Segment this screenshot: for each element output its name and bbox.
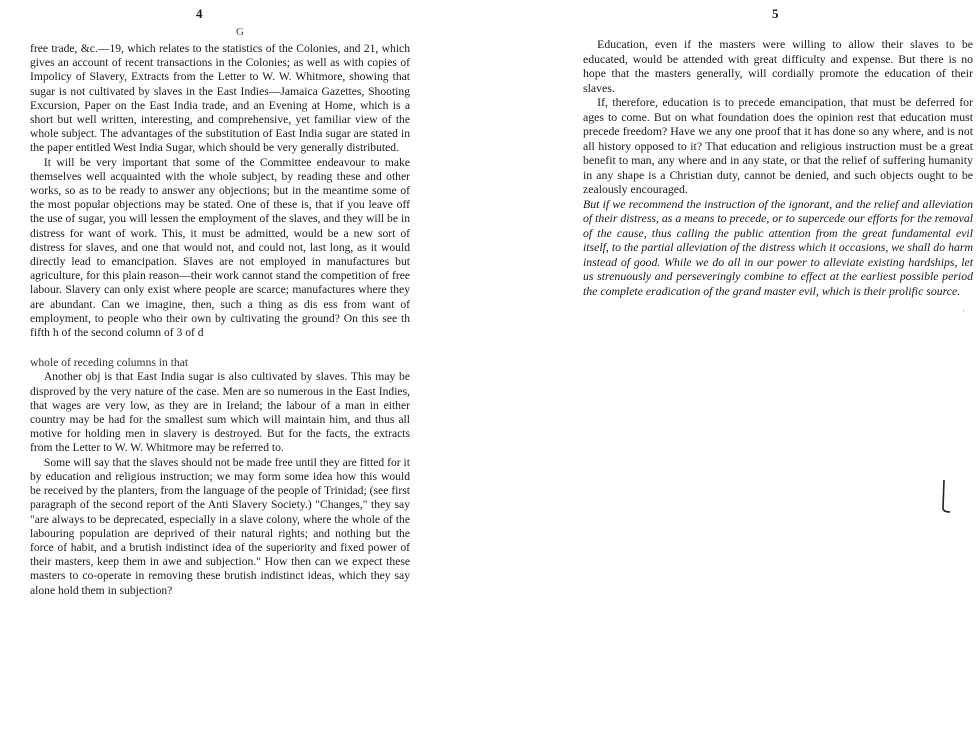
left-fragment-line: whole of receding columns in that [30,356,189,370]
right-paragraph-2: If, therefore, education is to precede emancipation, that must be deferred for ages to come. But on what foundation does the opinion rest that education must precede freedom? Have we any one proof that it has done so any where, and is not all history opposed to it? That education and religious instruction must be a great benefit to man, any where and in any state, or that the relief of suffering humanity in any shape is a Christian duty, cannot be denied, and such objects ought to be zealously encouraged. [583,95,973,196]
left-paragraph-1: free trade, &c.—19, which relates to the statistics of the Colonies, and 21, which gives an account of recent transactions in the Colonies; as well as with copies of Impolicy of Slavery, Extracts from the Letter to W. W. Whitmore, showing that sugar is not cultivated by slaves in the East Indies—Jamaica Gazettes, Shooting Excursion, Paper on the East India trade, and an Evening at Home, which is a short but well written, interesting, and comprehensive, yet familiar view of the whole subject. The advantages of the substitution of East India sugar are stated in the paper entitled West India Sugar, which should be very generally distributed. [30,42,410,155]
margin-smudge: · [962,306,965,316]
left-paragraph-4: Some will say that the slaves should not be made free until they are fitted for it by education and religious instruction; we may form some idea how this would be received by the planters, from the language of the people of Trinidad; (see first paragraph of the second report of the Anti Slavery Society.) "Changes," they say "are always to be deprecated, especially in a slave colony, where the whole of the labouring population are deprived of their natural rights; and nothing but the force of habit, and a brutish indistinct idea of the superiority and fixed power of their masters, keep them in awe and subjection." How then can we expect these masters to co-operate in removing these brutish indistinct ideas, which they say alone hold them in subjection? [30,455,410,597]
right-page-text [583,37,973,298]
page-number-right: 5 [772,6,779,21]
page-number-left: 4 [196,6,203,21]
left-page-text [30,42,410,598]
left-paragraph-2: It will be very important that some of the Committee endeavour to make themselves well acquainted with the whole subject, by reading these and other works, so as to be ready to answer any objections; but in the meantime some of the most popular objections may be stated. One of these is, that if you leave off the use of sugar, you will lessen the employment of the slaves, and they will be in distress for want of work. This, it must be admitted, would be a new sort of distress for slaves, and one that would not, and could not, last long, as it would directly lead to emancipation. Slaves are not employed in manufactures but agriculture, for this plain reason—their work cannot stand the competition of free labour. Slavery can only exist where people are scarce; manufactures where they are abundant. Can we imagine, then, such a thing as dis ess from want of employment, to people who their own by cultivating the ground? On this see th fifth h of the second column of 3 of d [30,155,410,340]
left-paragraph-3: Another obj is that East India sugar is also cultivated by slaves. This may be disproved by the very nature of the case. Men are so numerous in the East Indies, that wages are very low, as they are in Ireland; the labour of a man in either country may be had for the smallest sum which will maintain him, and thus all motive for holding men in slavery is destroyed. But for the facts, the extracts from the Letter to W. W. Whitmore may be referred to. [30,370,410,455]
right-italic-passage: But if we recommend the instruction of the ignorant, and the relief and alleviation of their distress, as a means to precede, or to supercede our efforts for the removal of the cause, thus calling the public attention from the great fundamental evil itself, to the partial alleviation of the distress which it occasions, we shall do harm instead of good. While we do all in our power to alleviate existing hardships, let us strenuously and perseveringly combine to effect at the earliest possible period the complete eradication of the grand master evil, which is their prolific source. [583,196,973,298]
page-mark: G [236,26,244,38]
right-paragraph-1: Education, even if the masters were willing to allow their slaves to be educated, would be attended with great difficulty and expense. But there is no hope that the masters generally, will cordially promote the education of their slaves. [583,37,973,95]
pen-mark-icon [938,478,952,516]
